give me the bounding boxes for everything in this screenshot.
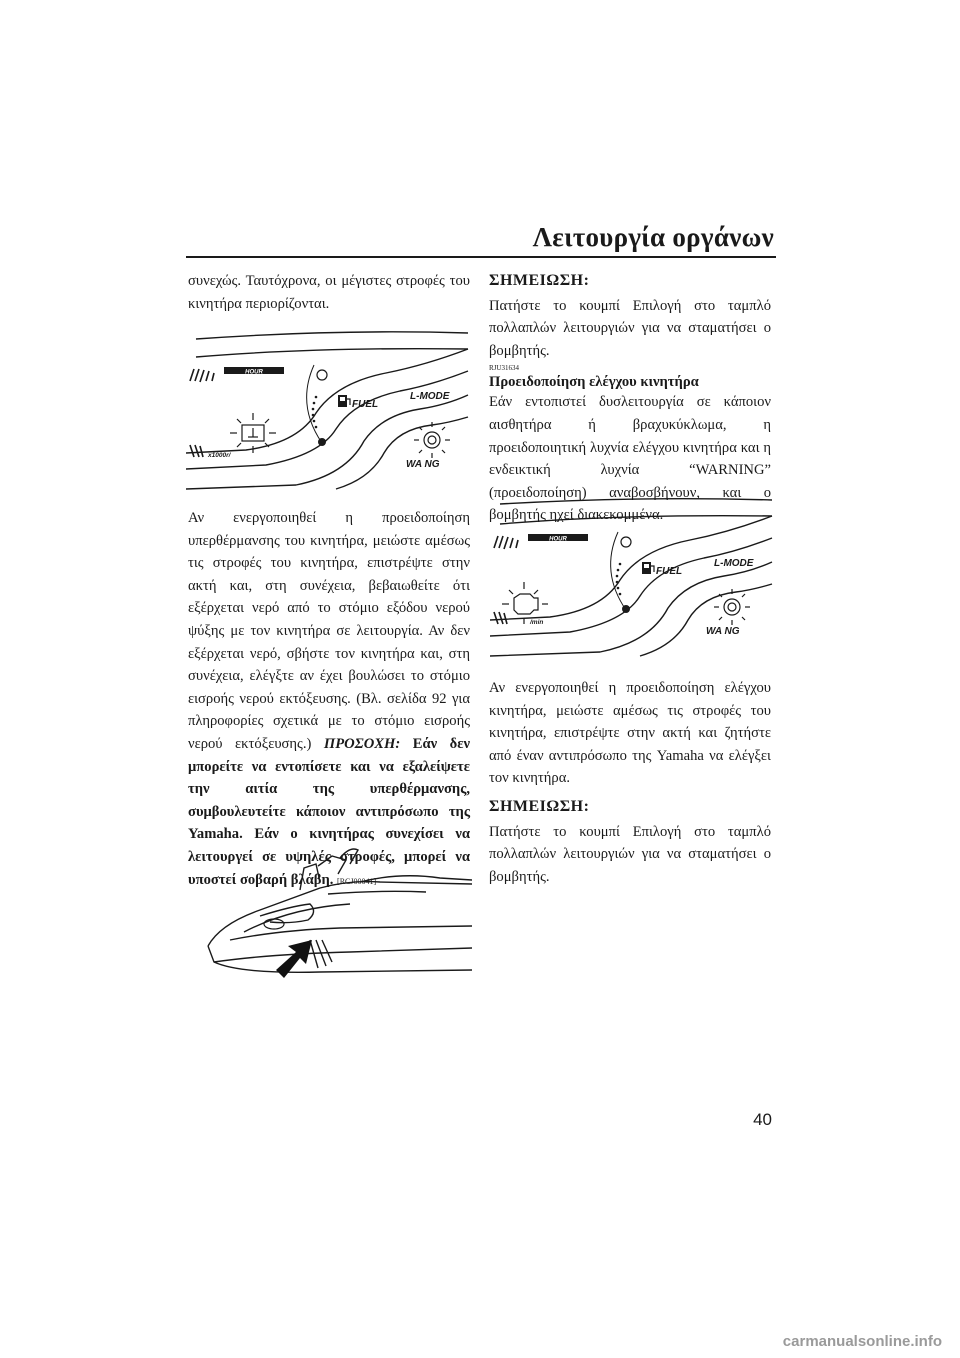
overheat-icon-flashing (230, 413, 276, 453)
left-intro-paragraph (188, 270, 470, 315)
header-rule (186, 256, 776, 258)
fuel-label-2: FUEL (656, 566, 683, 577)
note-2-heading: ΣΗΜΕΙΩΣΗ: (489, 797, 590, 815)
left-overheat-paragraph (188, 507, 470, 893)
tachometer-ticks-bottom (190, 445, 203, 457)
right-bottom-block (489, 677, 771, 888)
warning-label: WA NG (406, 459, 440, 470)
note-2-text: Πατήστε το κουμπί Επιλογή στο ταμπλό πολλαπλών λειτουργιών για να σταματήσει ο βομβητής. (489, 823, 771, 885)
page-number: 40 (753, 1110, 772, 1129)
page-header-title: Λειτουργία οργάνων (532, 222, 774, 252)
warning-label-2: WA NG (706, 626, 740, 637)
overheat-instructions: Αν ενεργοποιηθεί η προειδοποίηση υπερθέρμανσης του κινητήρα, μειώστε αμέσως τις στροφές του κινητήρα, επιστρέψτε στην ακτή και, στη συνέχεια, βεβαιωθείτε ότι εξέρχεται νερό από το στόμιο εξόδου νερού ψύξης με τον κινητήρα σε λειτουργία. Αν δεν εξέρχεται νερό, σβήστε τον κινητήρα και, στη συνέχεια, ελέγξτε αν έχει βουλώσει το στόμιο εισροής νερού εκτόξευσης. (Βλ. σελίδα 92 για πληροφορίες σχετικά με το στόμιο εισροής νερού εκτόξευσης.) (188, 510, 470, 752)
figure-watercraft-cooling-outlet (200, 842, 472, 992)
watermark-text: carmanualsonline.info (782, 1333, 942, 1350)
caution-label: ΠΡΟΣΟΧΗ: (323, 735, 401, 752)
lmode-label-2: L-MODE (714, 558, 754, 569)
figure-overheat-warning-panel (186, 325, 472, 495)
tachometer-ticks-top (190, 369, 214, 382)
indicator-lamp-top (317, 370, 327, 380)
panel-outline-top (196, 332, 468, 339)
section-text: Εάν εντοπιστεί δυσλειτουργία σε κάποιον αισθητήρα ή βραχυκύκλωμα, η προειδοποιητική λυχνία ελέγχου κινητήρα και η ενδεικτική λυχνία “WARNING” (προειδοποίηση) αναβοσβήνουν, και ο βομβητής ηχεί διακεκομμένα. (489, 394, 771, 524)
left-para-1: συνεχώς. Ταυτόχρονα, οι μέγιστες στροφές του κινητήρα περιορίζονται. (188, 273, 470, 312)
fuel-pump-icon-2 (642, 562, 654, 574)
fuel-pump-icon (338, 395, 350, 407)
section-title: Προειδοποίηση ελέγχου κινητήρα (489, 374, 699, 391)
section-code: RJU31634 (489, 364, 519, 373)
warning-lamp-flashing (414, 422, 450, 458)
note-1-text: Πατήστε το κουμπί Επιλογή στο ταμπλό πολλαπλών λειτουργιών για να σταματήσει ο βομβητής. (489, 297, 771, 359)
caution-code: [RCJ00041] (337, 876, 377, 886)
warning-lamp-flashing-2 (714, 589, 750, 625)
rpm-label: x1000r/ (208, 452, 231, 459)
fuel-label: FUEL (352, 399, 379, 410)
hour-label: HOUR (245, 369, 263, 376)
engine-check-instructions: Αν ενεργοποιηθεί η προειδοποίηση ελέγχου κινητήρα, μειώστε αμέσως τις στροφές του κινητήρα, επιστρέψτε στην ακτή και ζητήστε από έναν αντιπρόσωπο της Yamaha να ελέγξει τον κινητήρα. (489, 680, 771, 787)
right-top-block (489, 270, 771, 527)
caution-text: Εάν δεν μπορείτε να εντοπίσετε και να εξαλείψετε την αιτία της υπερθέρμανσης, συμβουλευτείτε κάποιον αντιπρόσωπο της Yamaha. Εάν ο κινητήρας συνεχίσει να λειτουργεί σε υψηλές στροφές, μπορεί να υποστεί σοβαρή βλάβη. (188, 735, 470, 888)
indicator-lamp-dark (318, 438, 326, 446)
figure-engine-check-panel (490, 494, 776, 664)
lmode-label: L-MODE (410, 391, 450, 402)
hour-label-2: HOUR (549, 536, 567, 543)
note-1-heading: ΣΗΜΕΙΩΣΗ: (489, 272, 590, 289)
rpm-label-2: /min (530, 619, 544, 626)
